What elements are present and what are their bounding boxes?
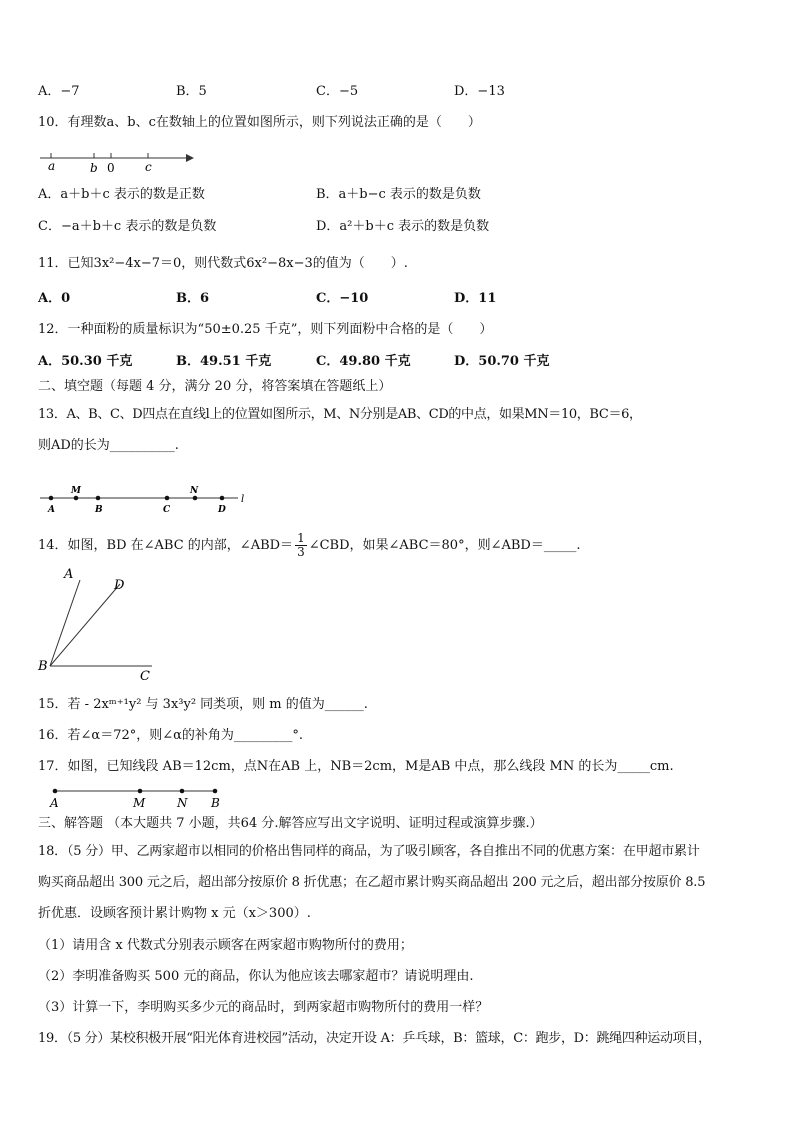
q11-stem: 11．已知3x²−4x−7＝0，则代数式6x²−8x−3的值为（ ）.: [38, 256, 408, 271]
q13-stem-line1: 13．A、B、C、D四点在直线l上的位置如图所示，M、N分别是AB、CD的中点，如果MN＝10，BC＝6，: [38, 407, 642, 422]
q10-stem: 10．有理数a、b、c在数轴上的位置如图所示，则下列说法正确的是（ ）: [38, 115, 481, 130]
q9-option-c: C．−5: [316, 84, 359, 99]
q10-option-b: B．a＋b−c 表示的数是负数: [316, 187, 481, 202]
q16-stem: 16．若∠α＝72°，则∠α的补角为_________°.: [38, 728, 304, 743]
q10-number-line-figure: [38, 146, 198, 176]
q13-stem-line2: 则AD的长为__________.: [38, 438, 179, 453]
q17-stem: 17．如图，已知线段 AB＝12cm，点N在AB 上，NB＝2cm，M是AB 中点，那么线段 MN 的长为_____cm.: [38, 759, 674, 774]
q14-label-d: D: [114, 578, 125, 593]
q13-line-segment-figure: [38, 485, 258, 515]
q10-option-c: C．−a＋b＋c 表示的数是负数: [38, 219, 217, 234]
q13-label-b: B: [95, 505, 103, 515]
q10-label-c: c: [145, 160, 152, 174]
q18-subquestion-1: （1）请用含 x 代数式分别表示顾客在两家超市购物所付的费用；: [38, 938, 413, 953]
q11-option-d: D．11: [454, 291, 497, 306]
q14-fraction-denominator: 3: [297, 545, 305, 559]
q18-subquestion-2: （2）李明准备购买 500 元的商品，你认为他应该去哪家超市？请说明理由.: [38, 969, 474, 984]
q9-option-b: B．5: [176, 84, 207, 99]
q10-option-d: D．a²＋b＋c 表示的数是负数: [316, 219, 490, 234]
q14-fraction-numerator: 1: [297, 531, 305, 545]
q15-stem: 15．若 - 2xᵐ⁺¹y² 与 3x³y² 同类项，则 m 的值为______.: [38, 697, 368, 712]
q9-option-a: A．−7: [38, 84, 80, 99]
q12-option-c: C．49.80 千克: [316, 354, 411, 369]
q12-stem: 12．一种面粉的质量标识为“50±0.25 千克”，则下列面粉中合格的是（ ）: [38, 322, 493, 337]
q14-stem: [38, 532, 580, 559]
q12-option-b: B．49.51 千克: [176, 354, 272, 369]
q17-label-m: M: [133, 796, 146, 810]
q14-stem-part1: 14．如图，BD 在∠ABC 的内部，∠ABD＝: [38, 538, 294, 553]
q18-stem-line2: 购买商品超出 300 元之后，超出部分按原价 8 折优惠；在乙超市累计购买商品超出 200 元之后，超出部分按原价 8.5: [38, 875, 706, 890]
section-fill-in-blank-heading: 二、填空题（每题 4 分，满分 20 分，将答案填在答题纸上）: [38, 379, 392, 394]
q11-option-a: A．0: [38, 291, 71, 306]
q10-label-zero: 0: [107, 161, 115, 175]
q11-option-c: C．−10: [316, 291, 369, 306]
q14-label-a: A: [64, 567, 74, 582]
q12-option-d: D．50.70 千克: [454, 354, 550, 369]
q13-label-n: N: [190, 486, 199, 496]
q18-stem-line3: 折优惠．设顾客预计累计购物 x 元（x＞300）.: [38, 906, 311, 921]
section-answer-heading: 三、解答题 （本大题共 7 小题，共64 分.解答应写出文字说明、证明过程或演算步骤.）: [38, 816, 543, 831]
q13-label-c: C: [163, 505, 171, 515]
q13-label-line-l: l: [241, 494, 245, 505]
q17-segment-figure: [44, 783, 244, 813]
q14-label-b: B: [38, 659, 48, 674]
q17-label-b: B: [211, 796, 220, 810]
q17-label-n: N: [177, 796, 188, 810]
q12-option-a: A．50.30 千克: [38, 354, 133, 369]
q13-label-a: A: [48, 505, 55, 515]
q18-stem-line1: 18．（5 分）甲、乙两家超市以相同的价格出售同样的商品，为了吸引顾客，各自推出不同的优惠方案：在甲超市累计: [38, 844, 700, 859]
q11-option-b: B．6: [176, 291, 210, 306]
q13-label-m: M: [71, 486, 81, 496]
q14-angle-figure: [36, 566, 176, 686]
q14-fraction: [295, 532, 307, 559]
q19-stem: 19．（5 分）某校积极开展“阳光体育进校园”活动，决定开设 A：乒乓球，B：篮球，C：跑步，D：跳绳四种运动项目，: [38, 1031, 711, 1046]
q13-label-d: D: [218, 505, 226, 515]
q10-label-a: a: [48, 159, 56, 173]
q18-subquestion-3: （3）计算一下，李明购买多少元的商品时，到两家超市购物所付的费用一样？: [38, 1000, 489, 1015]
q10-option-a: A．a＋b＋c 表示的数是正数: [38, 187, 205, 202]
q10-label-b: b: [90, 161, 98, 175]
q9-option-d: D．−13: [454, 84, 505, 99]
q17-label-a: A: [50, 796, 59, 810]
q14-stem-part2: ∠CBD，如果∠ABC＝80°，则∠ABD＝_____.: [308, 538, 581, 553]
q14-label-c: C: [140, 669, 150, 684]
